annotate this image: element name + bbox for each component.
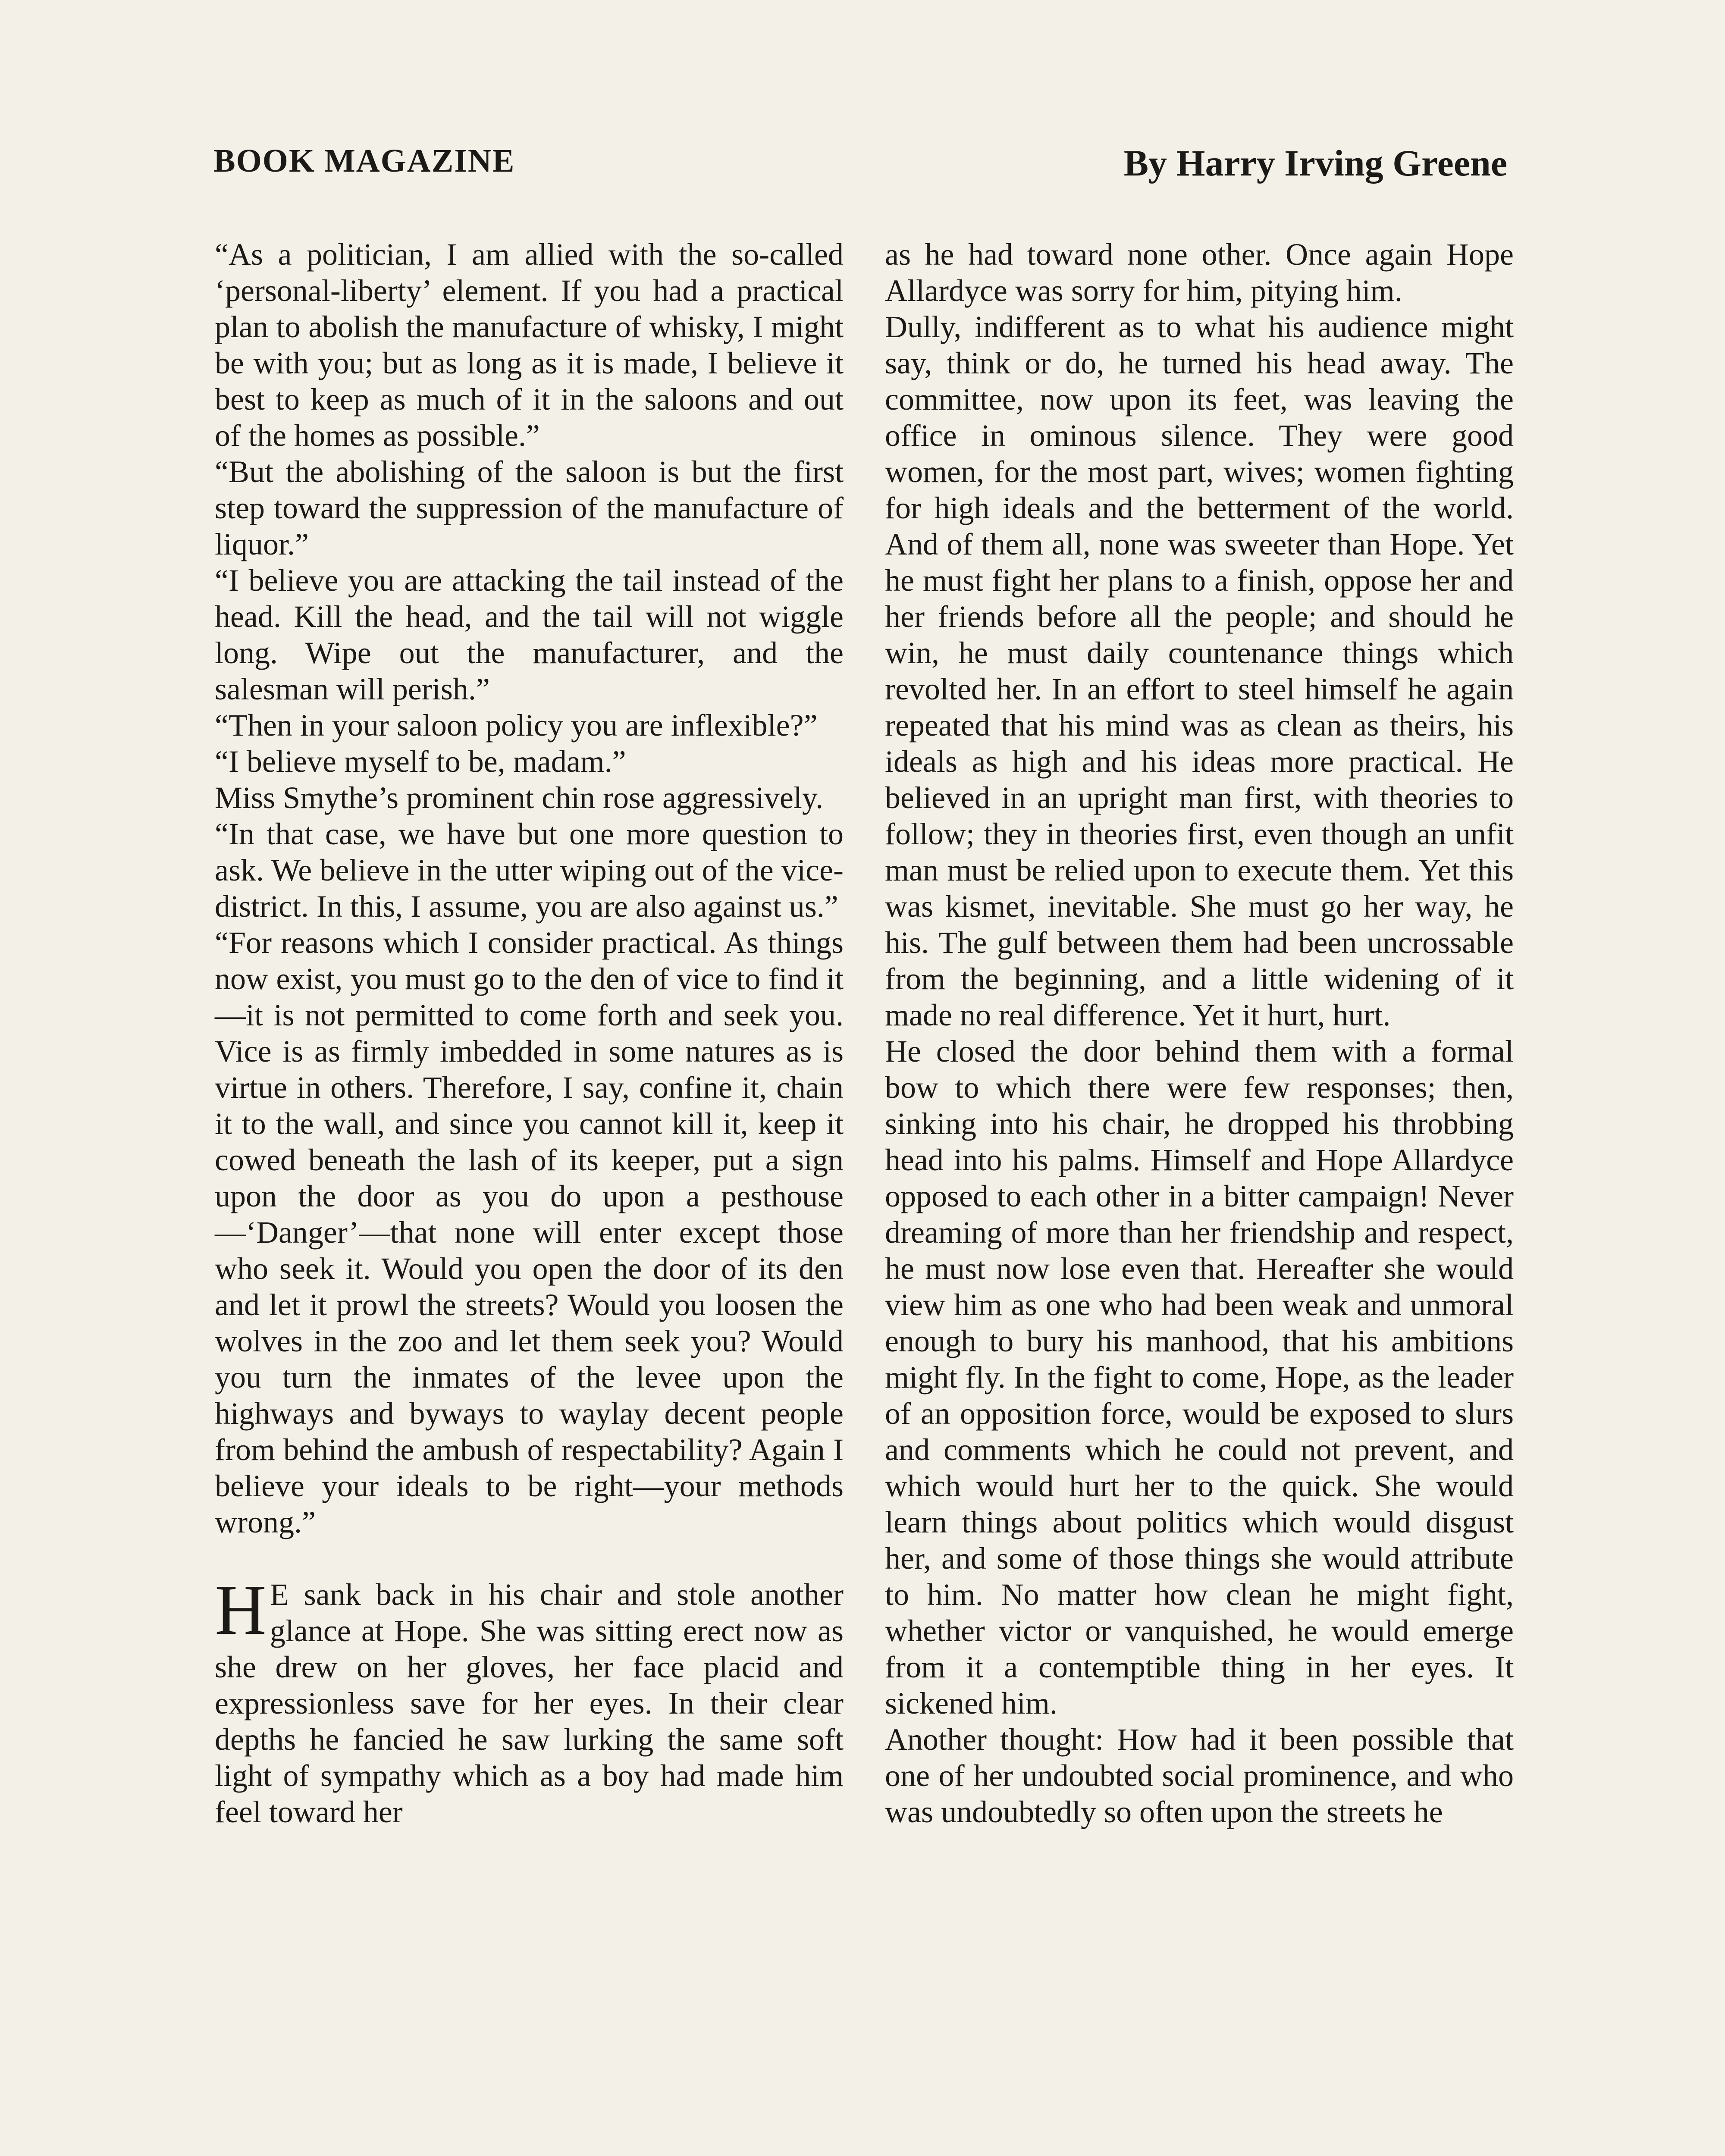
drop-cap: H [215,1570,267,1649]
running-head-magazine: BOOK MAGAZINE [213,143,515,179]
paragraph: “In that case, we have but one more question to ask. We believe in the utter wiping out of the vice-district. In this, I assume, you are also against us.” [215,817,844,924]
section-break-paragraph [215,1570,844,1830]
right-column [885,236,1514,1830]
running-head-byline: By Harry Irving Greene [1123,142,1507,184]
paragraph: as he had toward none other. Once again Hope Allardyce was sorry for him, pitying him. [885,237,1514,308]
paragraph: “Then in your saloon policy you are inflexible?” [215,708,818,743]
paragraph: Dully, indifferent as to what his audience might say, think or do, he turned his head away. The committee, now upon its feet, was leaving the office in ominous silence. They were good women, for the most part, wives; women fighting for high ideals and the betterment of the world. And of them all, none was sweeter than Hope. Yet he must fight her plans to a finish, oppose her and her friends before all the people; and should he win, he must daily countenance things which revolted her. In an effort to steel himself he again repeated that his mind was as clean as theirs, his ideals as high and his ideas more practical. He believed in an upright man first, with theories to follow; they in theories first, even though an unfit man must be relied upon to execute them. Yet this was kismet, inevitable. She must go her way, he his. The gulf between them had been uncrossable from the beginning, and a little widening of it made no real difference. Yet it hurt, hurt. [885,310,1514,1032]
paragraph: “For reasons which I consider practical. As things now exist, you must go to the den of vice to find it—it is not permitted to come forth and seek you. Vice is as firmly imbedded in some natures as is virtue in others. Therefore, I say, confine it, chain it to the wall, and since you cannot kill it, keep it cowed beneath the lash of its keeper, put a sign upon the door as you do upon a pesthouse—‘Danger’—that none will enter except those who seek it. Would you open the door of its den and let it prowl the streets? Would you loosen the wolves in the zoo and let them seek you? Would you turn the inmates of the levee upon the highways and byways to waylay decent people from behind the ambush of respectability? Again I believe your ideals to be right—your methods wrong.” [215,925,844,1539]
left-column [215,236,844,1830]
section-break-text: E sank back in his chair and stole another glance at Hope. She was sitting erect now as she drew on her gloves, her face placid and expressionless save for her eyes. In their clear depths he fancied he saw lurking the same soft light of sympathy which as a boy had made him feel toward her [215,1577,844,1829]
paragraph: Another thought: How had it been possible that one of her undoubted social prominence, and who was undoubtedly so often upon the streets he [885,1722,1514,1829]
paragraph: “But the abolishing of the saloon is but the first step toward the suppression of the manufacture of liquor.” [215,454,844,561]
paragraph: “I believe myself to be, madam.” [215,744,626,779]
paragraph: Miss Smythe’s prominent chin rose aggressively. [215,780,824,815]
paragraph: He closed the door behind them with a formal bow to which there were few responses; then, sinking into his chair, he dropped his throbbing head into his palms. Himself and Hope Allardyce opposed to each other in a bitter campaign! Never dreaming of more than her friendship and respect, he must now lose even that. Hereafter she would view him as one who had been weak and unmoral enough to bury his manhood, that his ambitions might fly. In the fight to come, Hope, as the leader of an opposition force, would be exposed to slurs and comments which he could not prevent, and which would hurt her to the quick. She would learn things about politics which would disgust her, and some of those things she would attribute to him. No matter how clean he might fight, whether victor or vanquished, he would emerge from it a contemptible thing in her eyes. It sickened him. [885,1034,1514,1720]
paragraph: “I believe you are attacking the tail instead of the head. Kill the head, and the tail will not wiggle long. Wipe out the manufacturer, and the salesman will perish.” [215,563,844,706]
paragraph: “As a politician, I am allied with the so-called ‘personal-liberty’ element. If you had a practical plan to abolish the manufacture of whisky, I might be with you; but as long as it is made, I believe it best to keep as much of it in the saloons and out of the homes as possible.” [215,237,844,453]
